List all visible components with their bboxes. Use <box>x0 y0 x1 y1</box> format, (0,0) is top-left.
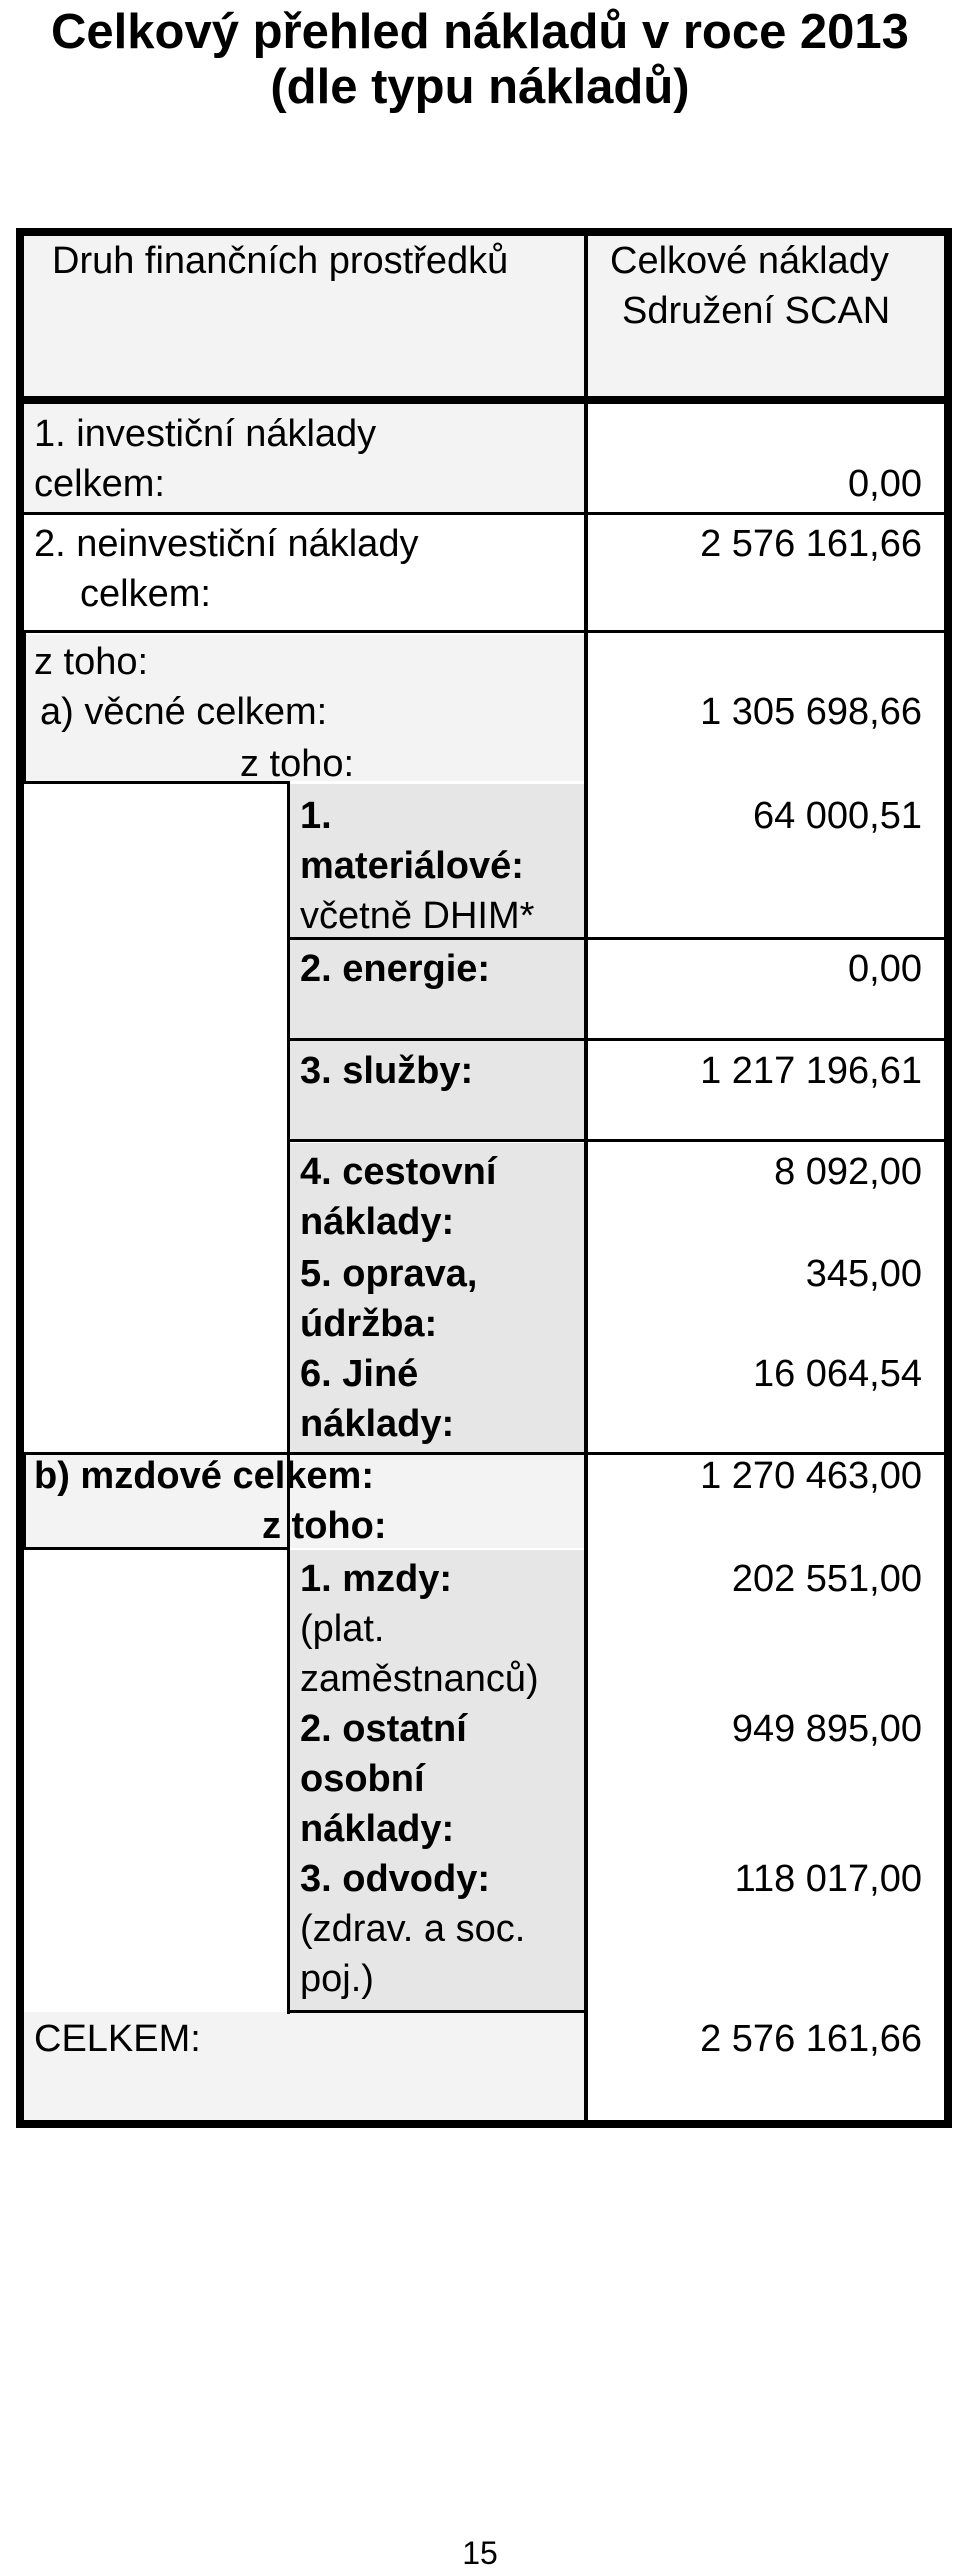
row-rule-1 <box>24 512 944 515</box>
vecne-ztoho-label: z toho: <box>240 743 355 785</box>
material-value: 64 000,51 <box>752 795 922 837</box>
header-bottom-rule <box>24 396 944 404</box>
column-divider <box>584 236 588 2120</box>
ztoho-label: z toho: <box>34 641 149 683</box>
row-rule-2 <box>24 630 944 633</box>
investicni-label-2: celkem: <box>34 463 165 505</box>
celkem-top-rule <box>287 2010 587 2013</box>
jine-label-2: náklady: <box>300 1403 455 1445</box>
mzdy-label-3: zaměstnanců) <box>300 1658 539 1700</box>
cestovni-value: 8 092,00 <box>774 1151 922 1193</box>
oprava-value: 345,00 <box>805 1253 922 1295</box>
material-label-1: 1. <box>300 795 332 837</box>
material-label-2: materiálové: <box>300 845 524 887</box>
cestovni-label-1: 4. cestovní <box>300 1151 497 1193</box>
row-rule-energie <box>290 1038 944 1041</box>
oprava-label-2: údržba: <box>300 1303 438 1345</box>
mzdy-value: 202 551,00 <box>731 1558 922 1600</box>
ostatni-value: 949 895,00 <box>731 1708 922 1750</box>
material-label-3: včetně DHIM* <box>300 895 535 937</box>
celkem-value: 2 576 161,66 <box>700 2018 922 2060</box>
title-line-2: (dle typu nákladů) <box>270 60 690 114</box>
celkem-label: CELKEM: <box>34 2018 201 2060</box>
neinvesticni-label-1: 2. neinvestiční náklady <box>34 523 419 565</box>
odvody-value: 118 017,00 <box>734 1858 922 1900</box>
odvody-label-3: poj.) <box>300 1958 374 2000</box>
cestovni-label-2: náklady: <box>300 1201 455 1243</box>
header-col2-line2: Sdružení SCAN <box>622 290 891 332</box>
mzdy-label-1: 1. mzdy: <box>300 1558 453 1600</box>
oprava-label-1: 5. oprava, <box>300 1253 478 1295</box>
sluzby-label: 3. služby: <box>300 1050 474 1092</box>
jine-label-1: 6. Jiné <box>300 1353 419 1395</box>
mzdove-label: b) mzdové celkem: <box>34 1455 374 1497</box>
sluzby-value: 1 217 196,61 <box>700 1050 922 1092</box>
energie-label: 2. energie: <box>300 948 491 990</box>
neinvesticni-value: 2 576 161,66 <box>700 523 922 565</box>
vecne-left-rule <box>24 633 26 783</box>
sub-left-rule <box>287 781 290 2014</box>
header-col2-line1: Celkové náklady <box>610 240 889 282</box>
ostatni-label-2: osobní <box>300 1758 425 1800</box>
row-rule-sluzby <box>290 1139 944 1142</box>
neinvesticni-label-2: celkem: <box>80 573 211 615</box>
investicni-label-1: 1. investiční náklady <box>34 413 377 455</box>
page-number: 15 <box>462 2535 498 2571</box>
mzdove-bottom-rule <box>24 1547 290 1550</box>
vecne-value: 1 305 698,66 <box>700 691 922 733</box>
mzdy-label-2: (plat. <box>300 1608 385 1650</box>
mzdove-left-rule <box>24 1452 26 1550</box>
vecne-label: a) věcné celkem: <box>40 691 328 733</box>
mzdove-ztoho-label: z toho: <box>262 1505 387 1547</box>
odvody-label-2: (zdrav. a soc. <box>300 1908 526 1950</box>
odvody-label-1: 3. odvody: <box>300 1858 491 1900</box>
header-col1: Druh finančních prostředků <box>52 240 509 282</box>
mzdove-value: 1 270 463,00 <box>700 1455 922 1497</box>
investicni-value: 0,00 <box>848 463 922 505</box>
title-line-1: Celkový přehled nákladů v roce 2013 <box>51 5 909 59</box>
energie-value: 0,00 <box>848 948 922 990</box>
ostatni-label-1: 2. ostatní <box>300 1708 467 1750</box>
ostatni-label-3: náklady: <box>300 1808 455 1850</box>
jine-value: 16 064,54 <box>752 1353 922 1395</box>
